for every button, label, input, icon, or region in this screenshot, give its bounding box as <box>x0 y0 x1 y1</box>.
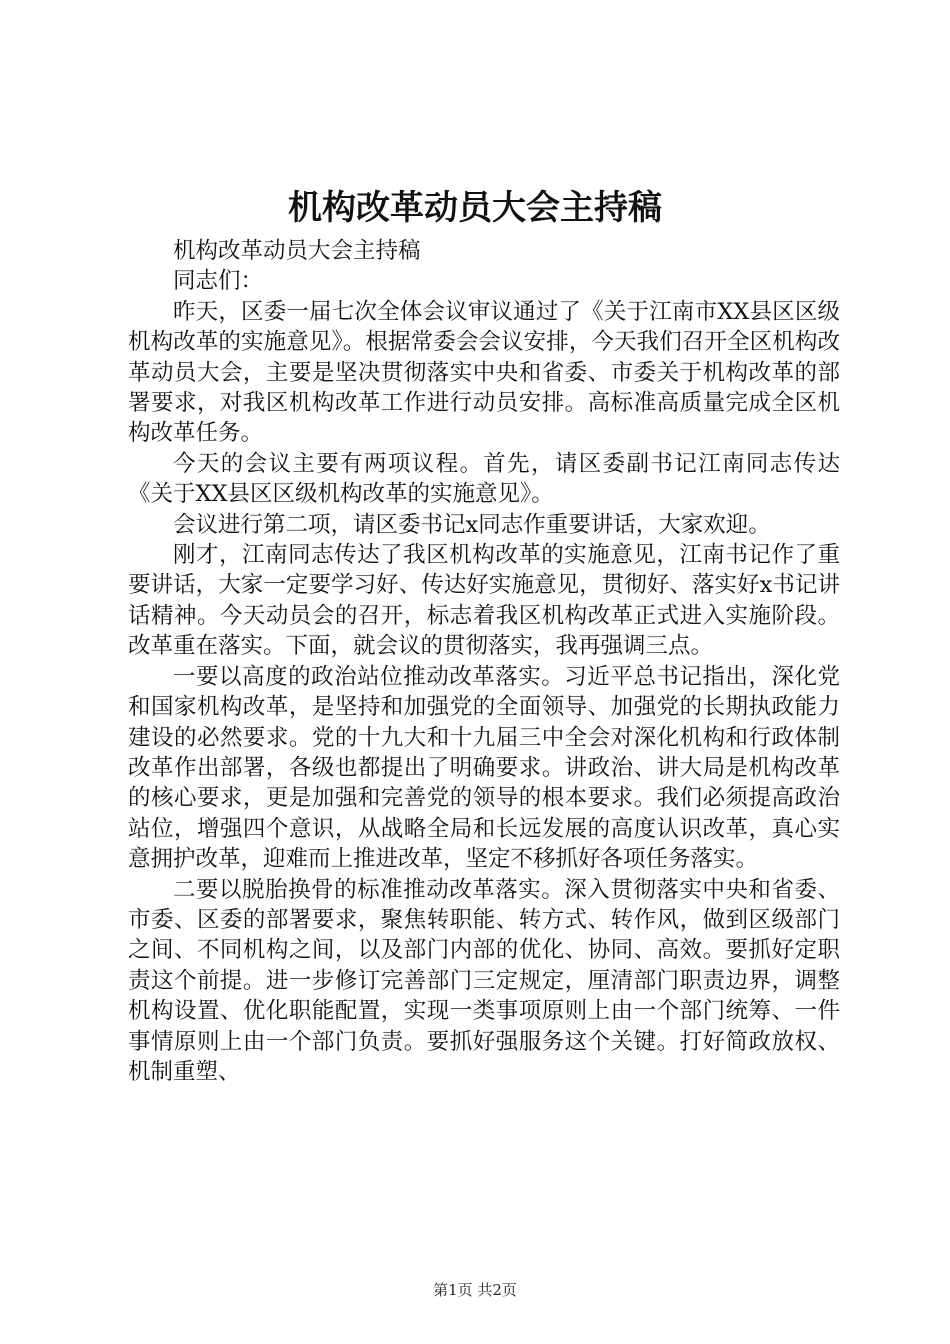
paragraph: 刚才，江南同志传达了我区机构改革的实施意见，江南书记作了重要讲话，大家一定要学习好、传达好实施意见，贯彻好、落实好x书记讲话精神。今天动员会的召开，标志着我区机构改革正式进入实施阶段。改革重在落实。下面，就会议的贯彻落实，我再强调三点。 <box>128 542 840 660</box>
paragraph: 会议进行第二项，请区委书记x同志作重要讲话，大家欢迎。 <box>173 511 771 538</box>
document-body <box>128 236 840 1087</box>
document-title: 机构改革动员大会主持稿 <box>288 188 662 228</box>
page-total: 共2页 <box>477 1281 517 1299</box>
paragraph: 今天的会议主要有两项议程。首先，请区委副书记江南同志传达《关于XX县区区级机构改革的实施意见》。 <box>128 450 840 508</box>
page-footer <box>0 1280 950 1300</box>
paragraph-subtitle: 机构改革动员大会主持稿 <box>173 238 421 264</box>
page-number: 第1页 <box>433 1281 473 1299</box>
paragraph-salutation: 同志们： <box>173 268 264 295</box>
paragraph: 昨天，区委一届七次全体会议审议通过了《关于江南市XX县区区级机构改革的实施意见》。根据常委会会议安排，今天我们召开全区机构改革动员大会，主要是坚决贯彻落实中央和省委、市委关于机构改革的部署要求，对我区机构改革工作进行动员安排。高标准高质量完成全区机构改革任务。 <box>128 298 840 447</box>
paragraph: 一要以高度的政治站位推动改革落实。习近平总书记指出，深化党和国家机构改革，是坚持和加强党的全面领导、加强党的长期执政能力建设的必然要求。党的十九大和十九届三中全会对深化机构和行政体制改革作出部署，各级也都提出了明确要求。讲政治、讲大局是机构改革的核心要求，更是加强和完善党的领导的根本要求。我们必须提高政治站位，增强四个意识，从战略全局和长远发展的高度认识改革，真心实意拥护改革，迎难而上推进改革，坚定不移抓好各项任务落实。 <box>128 663 840 873</box>
paragraph: 二要以脱胎换骨的标准推动改革落实。深入贯彻落实中央和省委、市委、区委的部署要求，聚焦转职能、转方式、转作风，做到区级部门之间、不同机构之间，以及部门内部的优化、协同、高效。要抓好定职责这个前提。进一步修订完善部门三定规定，厘清部门职责边界，调整机构设置、优化职能配置，实现一类事项原则上由一个部门统筹、一件事情原则上由一个部门负责。要抓好强服务这个关键。打好简政放权、机制重塑、 <box>128 876 840 1085</box>
